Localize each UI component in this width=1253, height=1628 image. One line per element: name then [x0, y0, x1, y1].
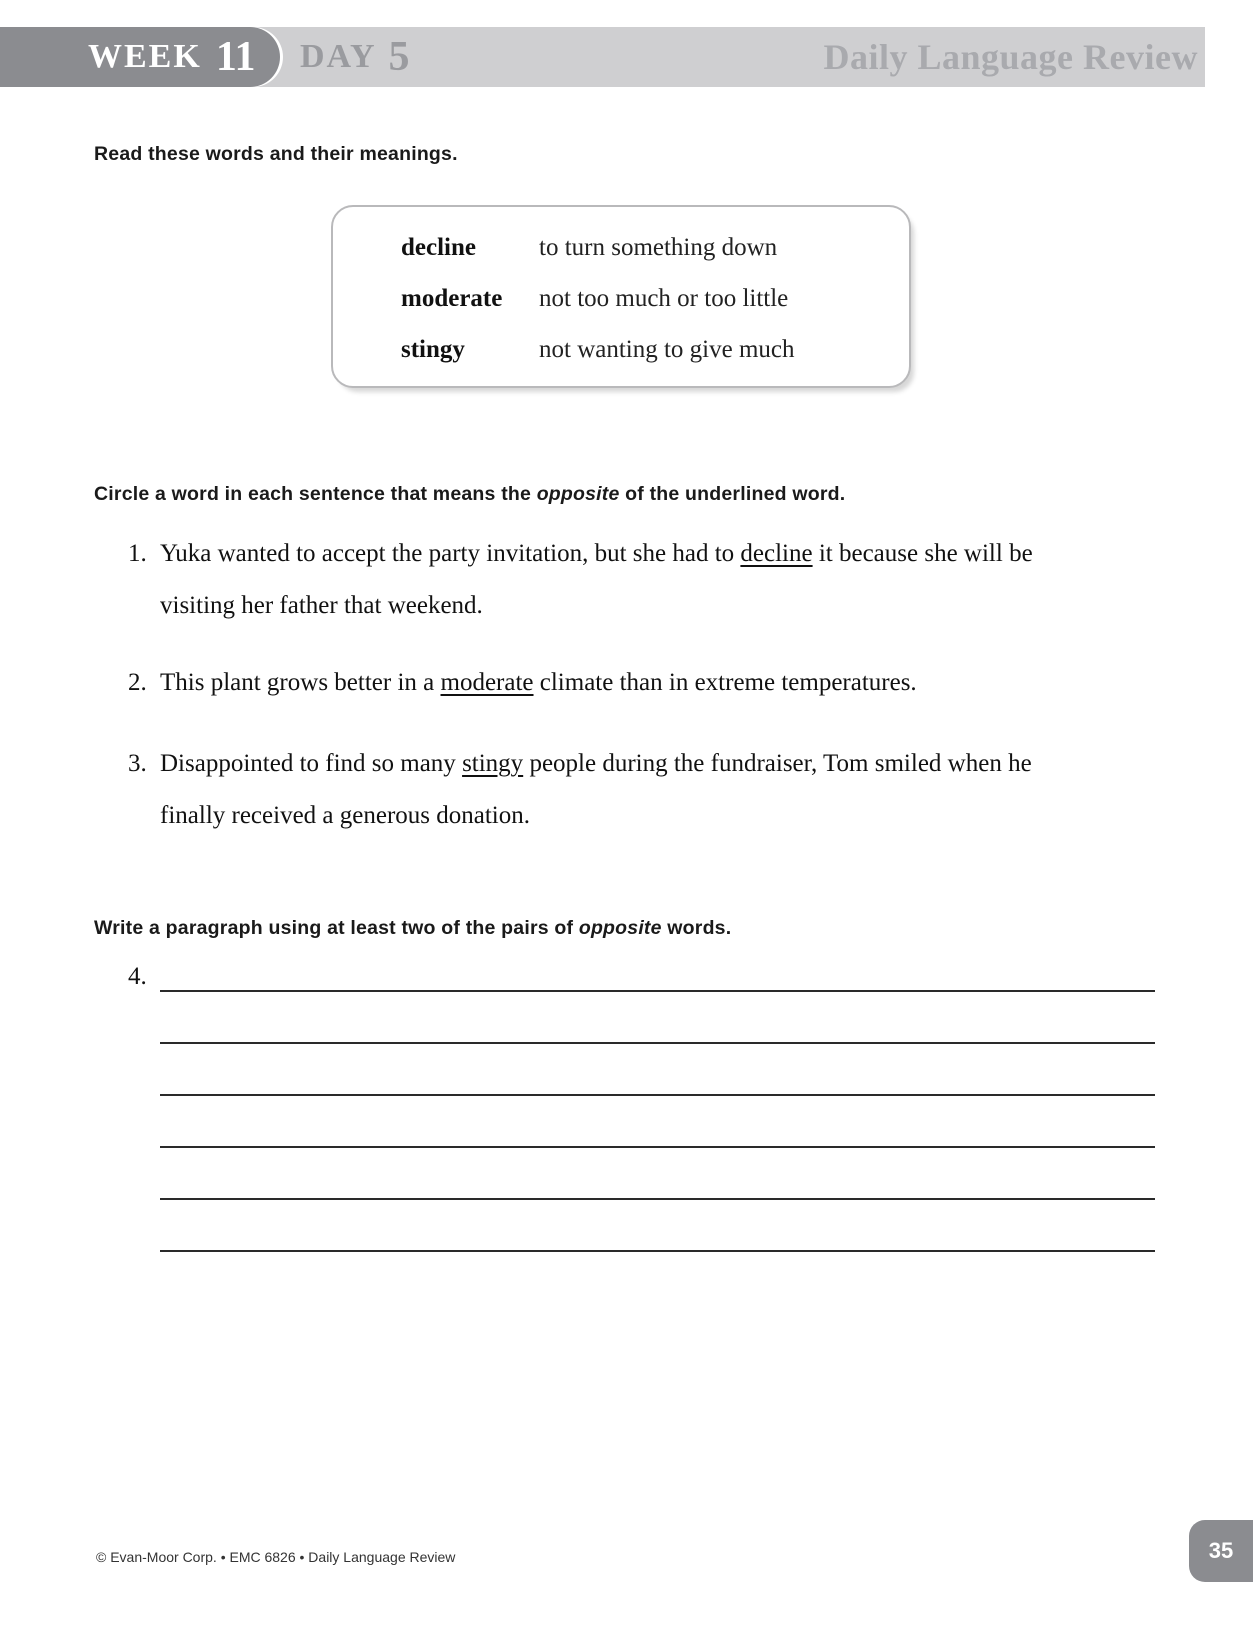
writing-line[interactable] — [160, 964, 1155, 992]
footer-credit: © Evan-Moor Corp. • EMC 6826 • Daily Language Review — [96, 1549, 456, 1565]
writing-line[interactable] — [160, 1200, 1155, 1252]
item-underlined-word: moderate — [440, 669, 534, 696]
instruction-emphasis: opposite — [578, 917, 662, 939]
item-text-post: it because she will be visiting her father that weekend. — [160, 540, 1033, 619]
item-text-post: people during the fundraiser, Tom smiled when he finally received a generous donation. — [160, 750, 1032, 829]
writing-answer-area[interactable] — [128, 962, 1155, 1252]
page-number: 35 — [1208, 1538, 1234, 1563]
vocabulary-row — [401, 336, 795, 387]
writing-line[interactable] — [160, 1044, 1155, 1096]
item-text — [160, 528, 1078, 632]
item-underlined-word: stingy — [462, 750, 524, 777]
page-number-tab — [1189, 1520, 1253, 1582]
vocabulary-list — [401, 234, 795, 387]
item-text-pre: Disappointed to find so many — [160, 750, 463, 777]
writing-line[interactable] — [160, 1096, 1155, 1148]
vocabulary-box — [331, 205, 911, 388]
vocabulary-definition: not too much or too little — [539, 285, 789, 312]
writing-item-number: 4. — [128, 963, 147, 990]
vocabulary-word: stingy — [401, 336, 465, 363]
item-number: 2. — [128, 669, 147, 696]
item-text — [160, 657, 1078, 709]
vocabulary-definition: not wanting to give much — [539, 336, 795, 363]
vocabulary-word: decline — [401, 234, 476, 261]
exercise-item — [128, 738, 1078, 842]
instruction-text-pre: Circle a word in each sentence that means the — [94, 483, 537, 505]
vocabulary-definition: to turn something down — [539, 234, 778, 261]
week-tab — [0, 27, 280, 87]
instruction-write-paragraph — [94, 917, 731, 940]
item-number: 1. — [128, 540, 147, 567]
day-number: 5 — [388, 34, 410, 80]
instruction-text-post: words. — [661, 917, 732, 939]
item-number: 3. — [128, 750, 147, 777]
item-underlined-word: decline — [740, 540, 813, 567]
item-text-pre: Yuka wanted to accept the party invitation, but she had to — [160, 540, 741, 567]
exercise-item — [128, 657, 1078, 709]
week-number: 11 — [215, 34, 256, 80]
vocabulary-word: moderate — [401, 285, 503, 312]
vocabulary-row — [401, 234, 795, 285]
exercise-item — [128, 528, 1078, 632]
instruction-read-words: Read these words and their meanings. — [94, 143, 458, 165]
vocabulary-row — [401, 285, 795, 336]
instruction-text-post: of the underlined word. — [619, 483, 846, 505]
day-label: DAY — [300, 38, 377, 75]
item-text-pre: This plant grows better in a — [160, 669, 441, 696]
instruction-circle-opposite — [94, 483, 845, 506]
item-text — [160, 738, 1078, 842]
writing-line[interactable] — [160, 992, 1155, 1044]
item-text-post: climate than in extreme temperatures. — [533, 669, 917, 696]
writing-first-row — [128, 962, 1155, 992]
writing-line[interactable] — [160, 1148, 1155, 1200]
instruction-emphasis: opposite — [536, 483, 620, 505]
day-group — [300, 27, 410, 87]
page-title: Daily Language Review — [823, 37, 1198, 77]
instruction-text-pre: Write a paragraph using at least two of the pairs of — [94, 917, 579, 939]
week-label: WEEK — [88, 38, 202, 75]
